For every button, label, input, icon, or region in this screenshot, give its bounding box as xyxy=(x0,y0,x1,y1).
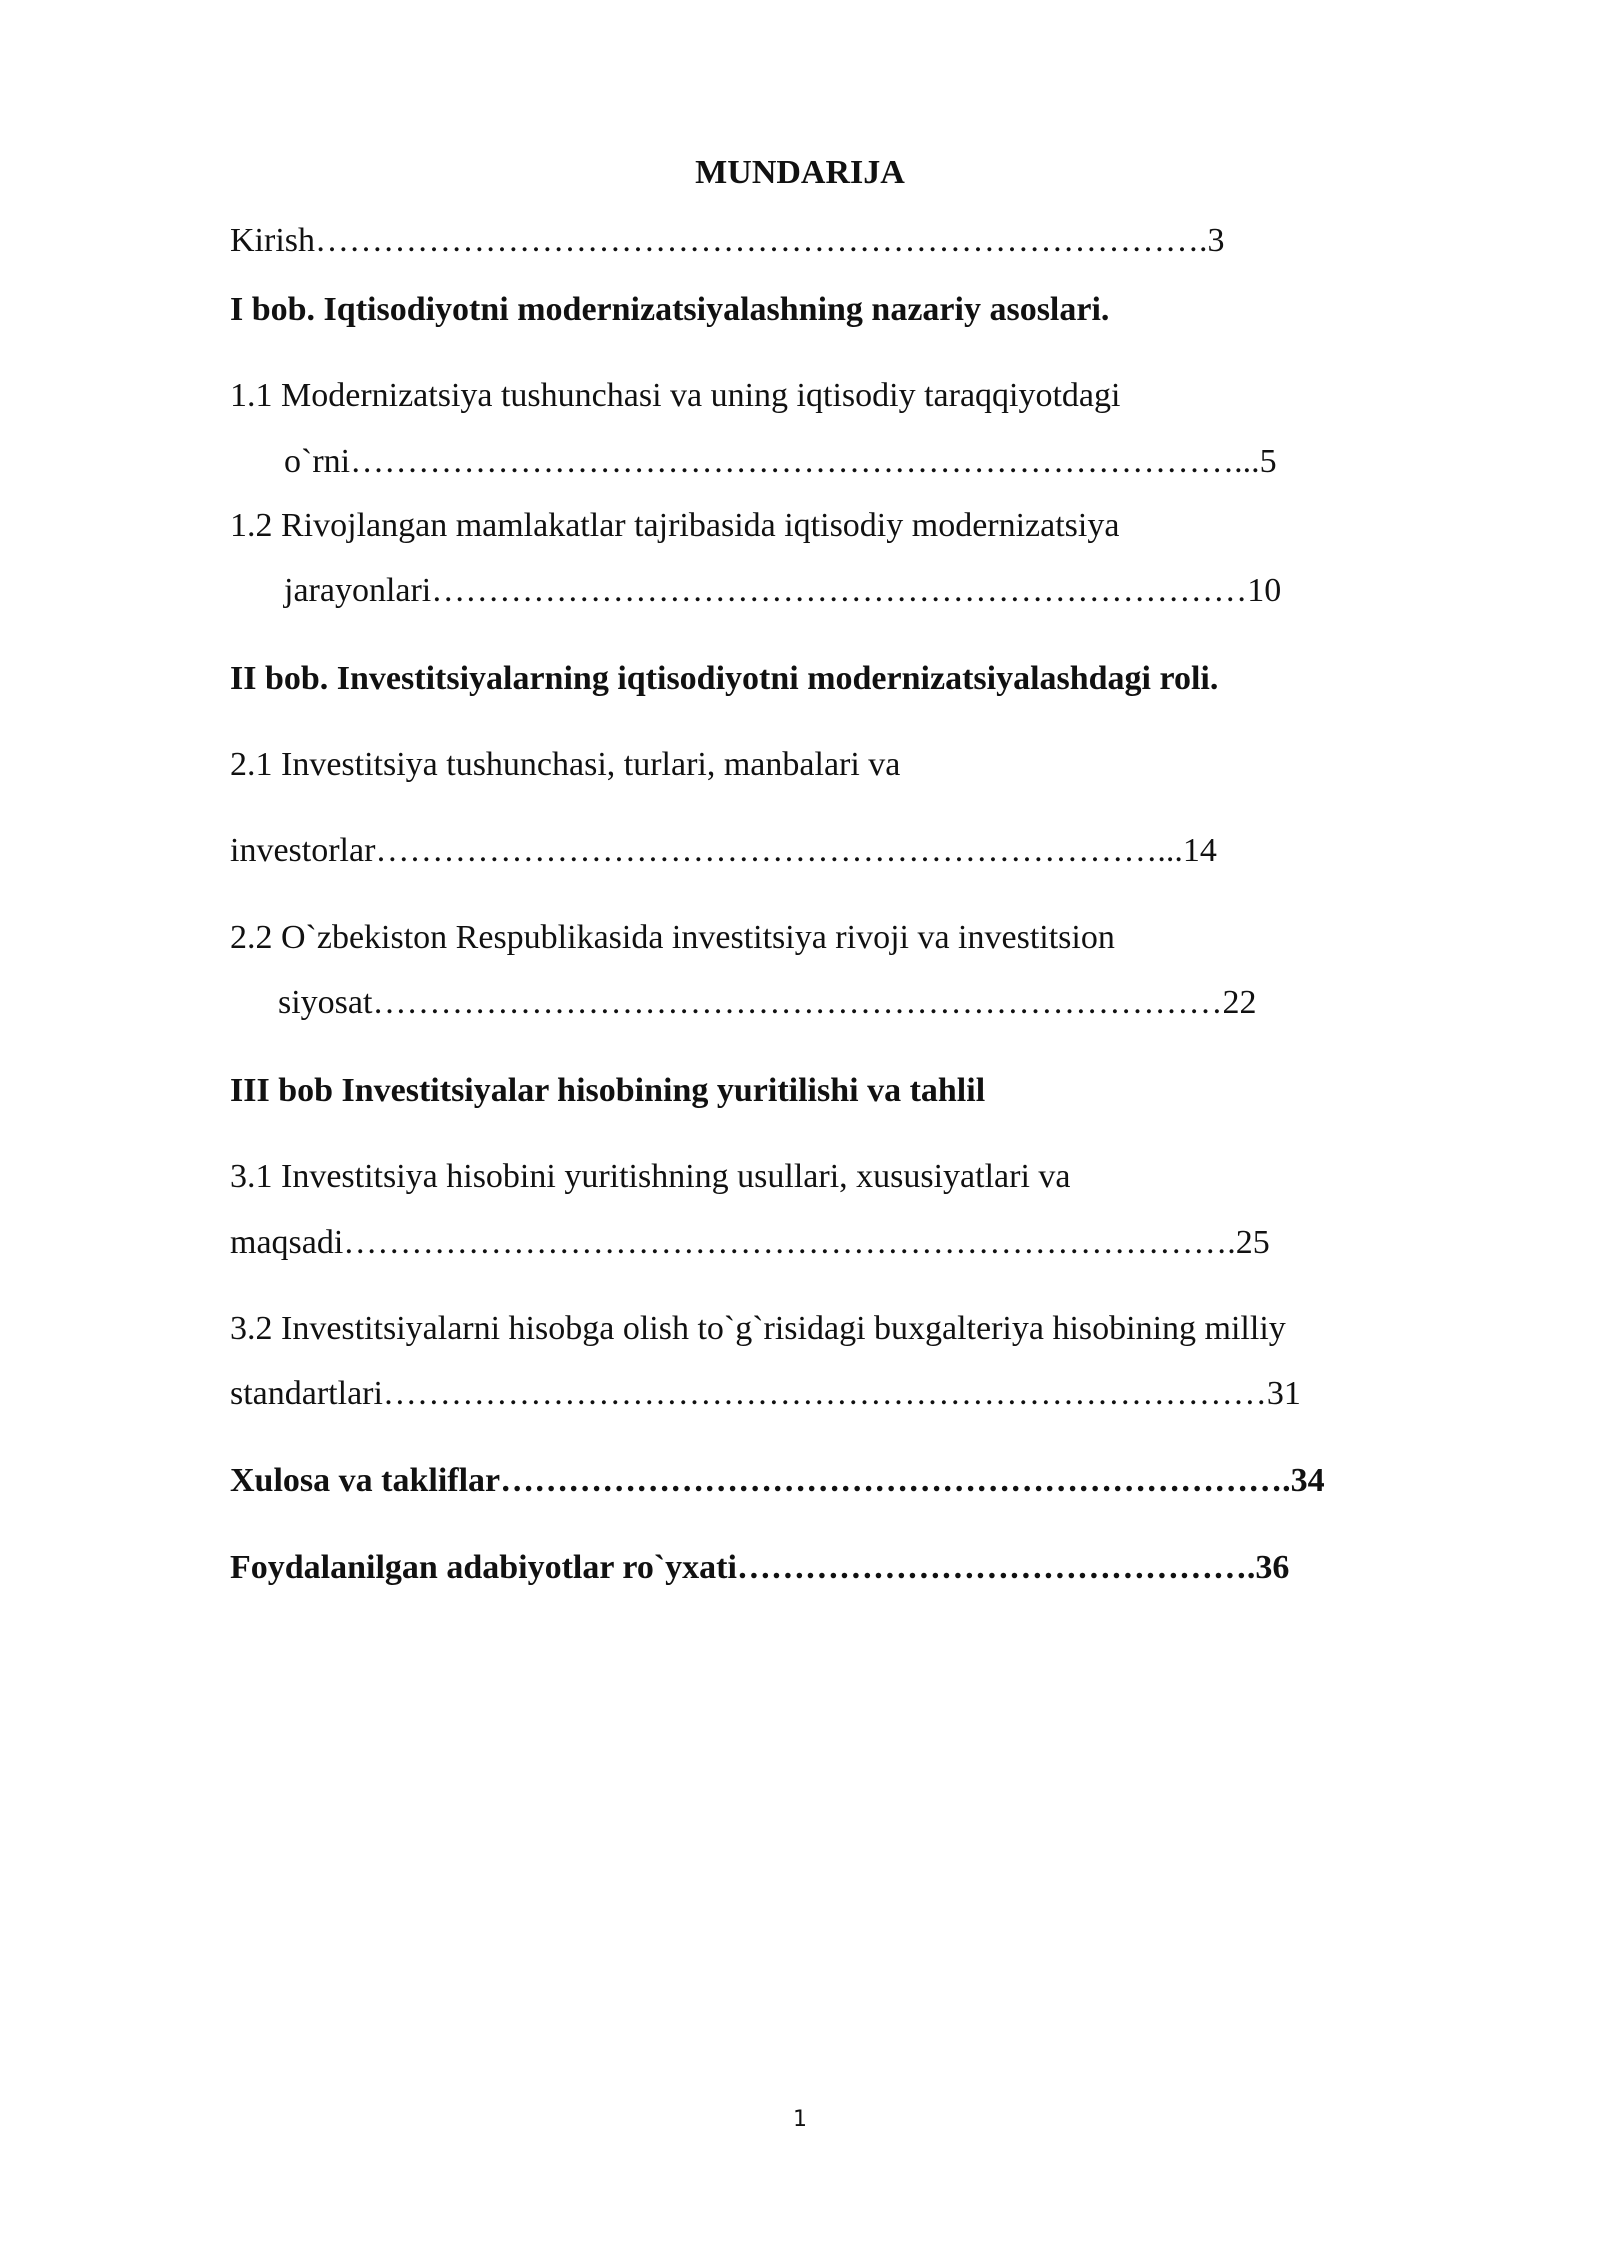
toc-chapter-3-heading: III bob Investitsiyalar hisobining yuritilishi va tahlil xyxy=(230,1072,986,1109)
document-title: MUNDARIJA xyxy=(695,154,905,191)
page-number: 1 xyxy=(793,2107,807,2132)
toc-entry-kirish: Kirish…………………………………………………………………….3 xyxy=(230,222,1225,259)
toc-entry-1-1-line-1: 1.1 Modernizatsiya tushunchasi va uning iqtisodiy taraqqiyotdagi xyxy=(230,377,1121,414)
toc-entry-3-2-line-1: 3.2 Investitsiyalarni hisobga olish to`g`risidagi buxgalteriya hisobining milliy xyxy=(230,1310,1286,1347)
toc-entry-3-2-line-2: standartlari……………………………………………………………………31 xyxy=(230,1375,1301,1412)
toc-entry-2-1-line-2: investorlar……………………………………………………………...14 xyxy=(230,832,1217,869)
toc-chapter-1-heading: I bob. Iqtisodiyotni modernizatsiyalashning nazariy asoslari. xyxy=(230,291,1110,328)
toc-entry-conclusions: Xulosa va takliflar…………………………………………………………….34 xyxy=(230,1462,1325,1499)
toc-entry-2-1-line-1: 2.1 Investitsiya tushunchasi, turlari, manbalari va xyxy=(230,746,901,783)
toc-entry-2-2-line-2: siyosat…………………………………………………………………22 xyxy=(278,984,1257,1021)
toc-entry-3-1-line-1: 3.1 Investitsiya hisobini yuritishning usullari, xususiyatlari va xyxy=(230,1158,1071,1195)
toc-entry-2-2-line-1: 2.2 O`zbekiston Respublikasida investitsiya rivoji va investitsion xyxy=(230,919,1115,956)
toc-chapter-2-heading: II bob. Investitsiyalarning iqtisodiyotni modernizatsiyalashdagi roli. xyxy=(230,660,1219,697)
toc-entry-1-2-line-1: 1.2 Rivojlangan mamlakatlar tajribasida iqtisodiy modernizatsiya xyxy=(230,507,1120,544)
toc-entry-1-1-line-2: o`rni……………………………………………………………………...5 xyxy=(284,443,1277,480)
toc-entry-3-1-line-2: maqsadi…………………………………………………………………….25 xyxy=(230,1224,1270,1261)
toc-entry-1-2-line-2: jarayonlari………………………………………………………………10 xyxy=(284,572,1282,609)
toc-entry-bibliography: Foydalanilgan adabiyotlar ro`yxati……………………………………….36 xyxy=(230,1549,1290,1586)
